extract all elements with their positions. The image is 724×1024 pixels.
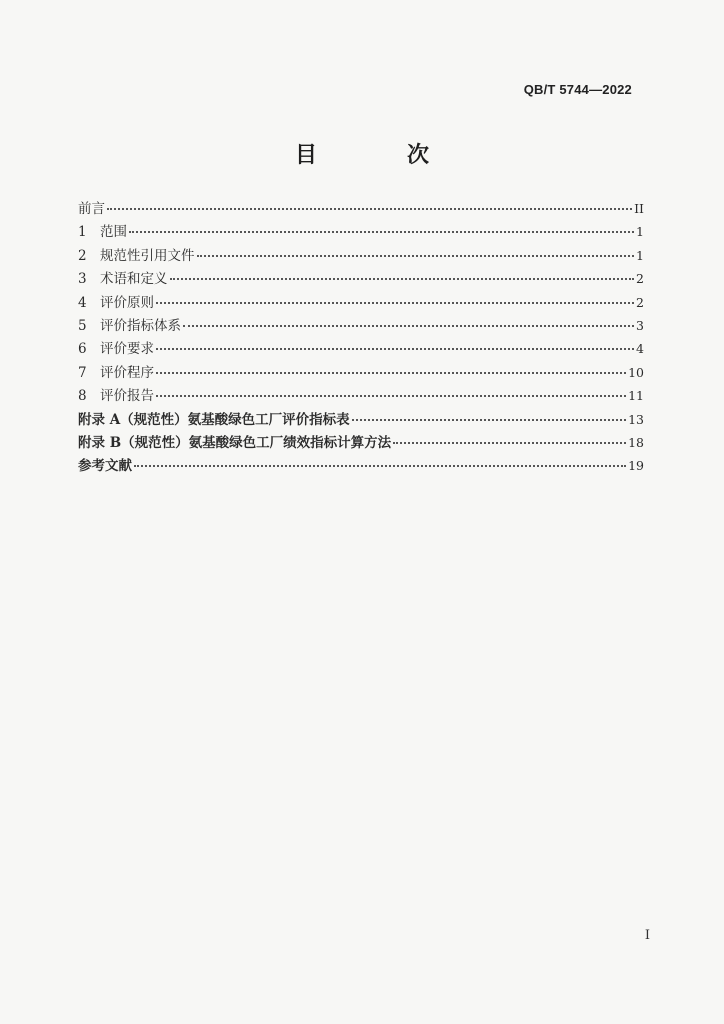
toc-entry-evaluation-report[interactable] bbox=[78, 384, 644, 407]
toc-entry-label: 附录 B（规范性）氨基酸绿色工厂绩效指标计算方法 bbox=[78, 434, 392, 451]
toc-entry-number: 7 bbox=[78, 364, 87, 381]
toc-leader-dots bbox=[156, 301, 634, 304]
toc-entry-label: 评价报告 bbox=[100, 388, 154, 405]
standard-code: QB/T 5744—2022 bbox=[523, 82, 632, 97]
toc-leader-dots bbox=[156, 394, 626, 397]
toc-entry-page: 2 bbox=[636, 271, 644, 287]
toc-entry-page: 18 bbox=[628, 434, 644, 450]
toc-entry-label: 规范性引用文件 bbox=[100, 247, 195, 264]
toc-entry-page: 19 bbox=[628, 458, 644, 474]
toc-entry-page: II bbox=[634, 201, 644, 216]
toc-entry-number: 1 bbox=[78, 224, 87, 241]
toc-entry-page: 2 bbox=[636, 294, 644, 310]
toc-entry-page: 13 bbox=[628, 411, 644, 427]
toc-entry-page: 1 bbox=[636, 247, 644, 263]
toc-entry-label: 评价程序 bbox=[100, 364, 154, 381]
toc-entry-terms-definitions[interactable] bbox=[78, 267, 644, 290]
toc-entry-number: 6 bbox=[78, 341, 87, 358]
toc-entry-label: 术语和定义 bbox=[100, 271, 168, 288]
toc-entry-number: 5 bbox=[78, 317, 87, 334]
toc-entry-page: 4 bbox=[636, 341, 644, 357]
toc-entry-label: 参考文献 bbox=[78, 458, 132, 475]
toc-title: 目 次 bbox=[294, 143, 463, 168]
toc-leader-dots bbox=[107, 207, 632, 210]
toc-leader-dots bbox=[197, 254, 635, 257]
toc-entry-label: 评价原则 bbox=[100, 294, 154, 311]
table-of-contents bbox=[78, 197, 644, 478]
toc-entry-annex-b[interactable] bbox=[78, 431, 644, 454]
toc-leader-dots bbox=[170, 277, 635, 280]
toc-leader-dots bbox=[156, 371, 626, 374]
toc-entry-evaluation-requirements[interactable] bbox=[78, 337, 644, 360]
toc-entry-scope[interactable] bbox=[78, 220, 644, 243]
toc-entry-indicator-system[interactable] bbox=[78, 314, 644, 337]
toc-leader-dots bbox=[156, 347, 634, 350]
toc-entry-label: 范围 bbox=[100, 224, 127, 241]
page-number: I bbox=[644, 928, 650, 943]
toc-leader-dots bbox=[134, 464, 626, 467]
toc-entry-foreword[interactable] bbox=[78, 197, 644, 220]
toc-entry-evaluation-procedure[interactable] bbox=[78, 361, 644, 384]
toc-leader-dots bbox=[393, 441, 626, 444]
toc-entry-number: 3 bbox=[78, 271, 87, 288]
toc-entry-page: 11 bbox=[628, 388, 644, 404]
toc-entry-normative-references[interactable] bbox=[78, 244, 644, 267]
toc-entry-evaluation-principles[interactable] bbox=[78, 291, 644, 314]
toc-entry-bibliography[interactable] bbox=[78, 454, 644, 477]
toc-entry-label: 前言 bbox=[78, 201, 105, 217]
toc-leader-dots bbox=[129, 230, 634, 233]
toc-entry-label: 评价要求 bbox=[100, 341, 154, 358]
toc-entry-number: 8 bbox=[78, 388, 87, 405]
toc-entry-label: 评价指标体系 bbox=[100, 317, 181, 334]
toc-leader-dots bbox=[183, 324, 634, 327]
toc-entry-page: 1 bbox=[636, 224, 644, 240]
toc-entry-page: 10 bbox=[628, 364, 644, 380]
toc-entry-number: 4 bbox=[78, 294, 87, 311]
toc-leader-dots bbox=[352, 418, 626, 421]
toc-entry-label: 附录 A（规范性）氨基酸绿色工厂评价指标表 bbox=[78, 411, 350, 428]
toc-entry-page: 3 bbox=[636, 317, 644, 333]
toc-entry-annex-a[interactable] bbox=[78, 408, 644, 431]
toc-entry-number: 2 bbox=[78, 247, 87, 264]
